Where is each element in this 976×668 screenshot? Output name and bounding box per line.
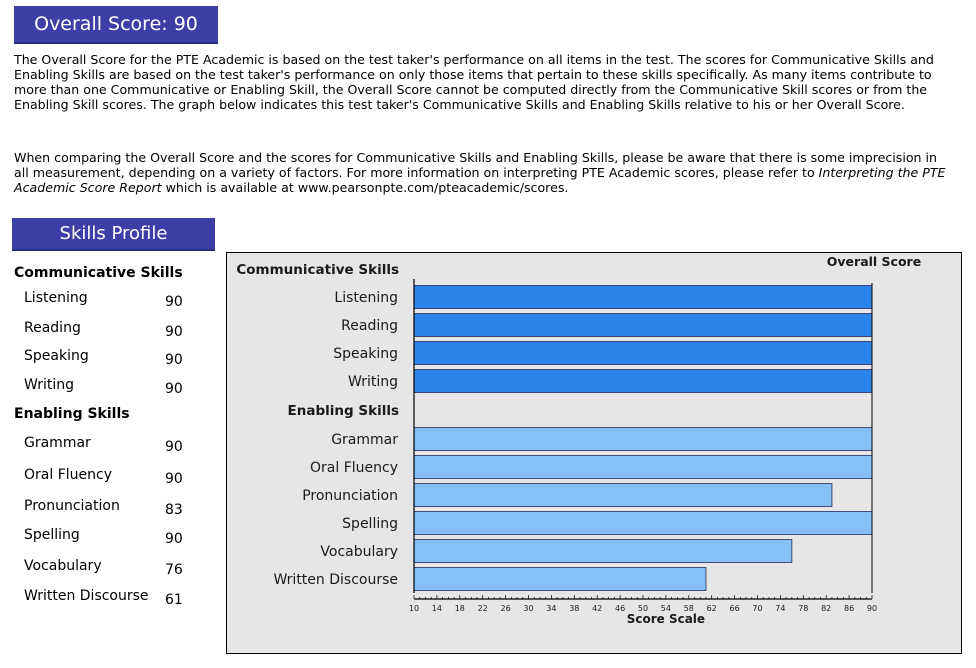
chart-x-tick-label: 26 (500, 604, 511, 613)
skill-score: 90 (165, 531, 183, 547)
chart-bar (414, 370, 872, 393)
chart-bar (414, 568, 706, 591)
chart-category-label: Spelling (342, 516, 398, 532)
skill-name: Oral Fluency (24, 467, 112, 483)
chart-x-tick-label: 18 (454, 604, 465, 613)
chart-x-tick-label: 86 (844, 604, 855, 613)
chart-bar (414, 314, 872, 337)
chart-bar (414, 428, 872, 451)
chart-category-label: Reading (341, 318, 398, 334)
skills-profile-title: Skills Profile (59, 223, 168, 244)
chart-category-label: Listening (334, 290, 398, 306)
chart-x-tick-label: 10 (408, 604, 420, 613)
skill-score: 76 (165, 562, 183, 578)
skill-name: Reading (24, 320, 81, 336)
skill-name: Listening (24, 290, 88, 306)
chart-x-tick-label: 82 (821, 604, 832, 613)
chart-category-label: Speaking (333, 346, 398, 362)
skills-profile-banner (12, 218, 215, 251)
chart-x-tick-label: 30 (523, 604, 534, 613)
skill-name: Written Discourse (24, 588, 149, 604)
chart-bar (414, 540, 792, 563)
overall-score-title: Overall Score: 90 (34, 13, 198, 35)
chart-x-tick-label: 74 (775, 604, 786, 613)
skill-name: Grammar (24, 435, 91, 451)
skill-score: 90 (165, 352, 183, 368)
chart-x-tick-label: 90 (866, 604, 878, 613)
skill-name: Spelling (24, 527, 80, 543)
chart-category-label: Oral Fluency (310, 460, 398, 476)
chart-x-tick-label: 58 (683, 604, 694, 613)
chart-x-tick-label: 66 (729, 604, 740, 613)
skills-chart (226, 252, 962, 654)
chart-category-label: Pronunciation (302, 488, 398, 504)
skills-chart-svg (227, 253, 961, 653)
skill-score: 90 (165, 294, 183, 310)
skill-name: Pronunciation (24, 498, 120, 514)
chart-category-label: Written Discourse (273, 572, 398, 588)
intro-paragraph-2 (14, 150, 954, 195)
chart-bar (414, 342, 872, 365)
skill-group-heading: Communicative Skills (14, 265, 183, 281)
overall-score-label: Overall Score (826, 254, 922, 269)
skill-score: 90 (165, 381, 183, 397)
overall-score-banner (14, 6, 218, 44)
chart-category-label: Grammar (331, 432, 398, 448)
skill-name: Writing (24, 377, 74, 393)
chart-x-tick-label: 22 (477, 604, 488, 613)
intro-paragraph-2-text: When comparing the Overall Score and the scores for Communicative Skills and Enabling Skills, please be aware that there is some imprecision in all measurement, depending on a variety of factors. For more information on interpreting PTE Academic scores, please refer to (14, 150, 937, 180)
chart-bar (414, 286, 872, 309)
chart-x-tick-label: 38 (569, 604, 580, 613)
chart-bar (414, 456, 872, 479)
chart-x-tick-label: 78 (798, 604, 809, 613)
chart-x-tick-label: 14 (431, 604, 442, 613)
skill-group-heading: Enabling Skills (14, 406, 130, 422)
skill-name: Speaking (24, 348, 89, 364)
skill-score: 90 (165, 471, 183, 487)
chart-x-tick-label: 46 (615, 604, 626, 613)
chart-x-axis-title: Score Scale (626, 612, 706, 626)
chart-group-label: Enabling Skills (287, 403, 399, 419)
intro-paragraph-1: The Overall Score for the PTE Academic is based on the test taker's performance on all items in the test. The scores for Communicative Skills and Enabling Skills are based on the test taker's performance on only those items that pertain to these skills specifically. As many items contribute to more than one Communicative or Enabling Skill, the Overall Score cannot be computed directly from the Communicative Skill scores or from the Enabling Skill scores. The graph below indicates this test taker's Communicative Skills and Enabling Skills relative to his or her Overall Score. (14, 52, 934, 112)
chart-bar (414, 512, 872, 535)
chart-bar (414, 484, 832, 507)
chart-x-tick-label: 42 (592, 604, 603, 613)
skill-score: 90 (165, 324, 183, 340)
skill-score: 90 (165, 439, 183, 455)
skill-name: Vocabulary (24, 558, 102, 574)
chart-x-tick-label: 54 (660, 604, 671, 613)
intro-paragraph-2-tail: which is available at www.pearsonpte.com/pteacademic/scores. (161, 180, 569, 195)
chart-category-label: Writing (348, 374, 398, 390)
chart-x-tick-label: 62 (706, 604, 717, 613)
skill-score: 61 (165, 592, 183, 608)
chart-x-tick-label: 50 (637, 604, 649, 613)
skill-score: 83 (165, 502, 183, 518)
chart-x-tick-label: 34 (546, 604, 557, 613)
chart-category-label: Vocabulary (320, 544, 398, 560)
chart-group-label: Communicative Skills (236, 262, 399, 278)
score-report-guide-title: Interpreting the PTE Academic Score Report (14, 165, 946, 195)
chart-x-tick-label: 70 (752, 604, 763, 613)
